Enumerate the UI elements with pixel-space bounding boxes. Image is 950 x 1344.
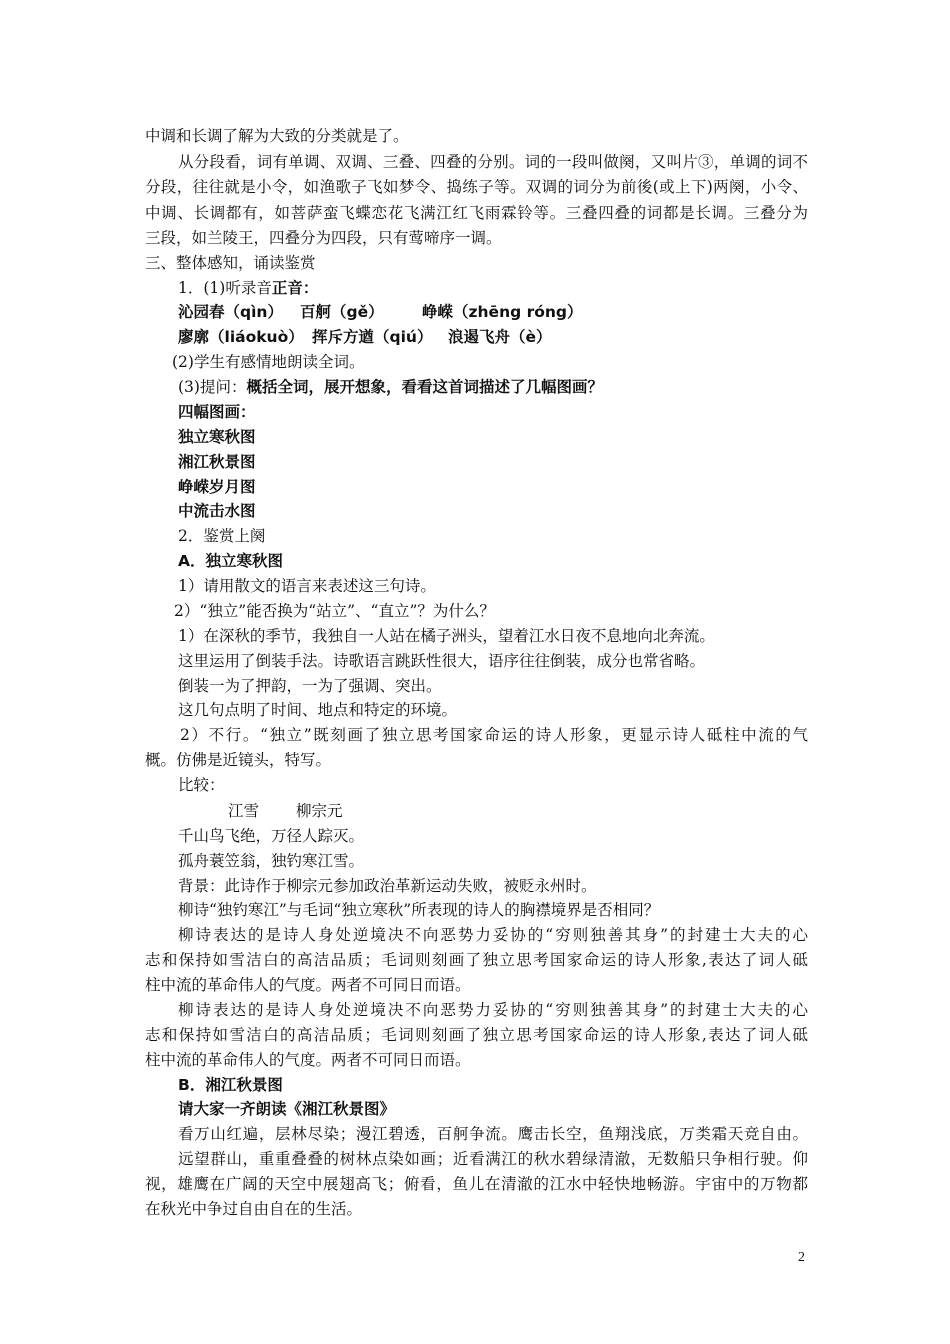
text-line: 远望群山，重重叠叠的树林点染如画；近看满江的秋水碧绿清澈，无数船只争相行驶。仰 xyxy=(178,1150,808,1168)
text-line: 2）“独立”能否换为“站立”、“直立”？为什么？ xyxy=(174,602,495,620)
text-line: 志和保持如雪洁白的高洁品质；毛词则刻画了独立思考国家命运的诗人形象,表达了词人砥 xyxy=(145,951,808,969)
text-line xyxy=(178,278,318,298)
subsection-heading: A．独立寒秋图 xyxy=(178,552,283,570)
text-line: 比较： xyxy=(178,776,225,794)
page-number: 2 xyxy=(798,1250,805,1265)
text-line: 四幅图画： xyxy=(178,403,256,421)
section-heading: 三、整体感知，诵读鉴赏 xyxy=(145,254,316,272)
text-line xyxy=(178,377,603,397)
text-line: 中调和长调了解为大致的分类就是了。 xyxy=(145,127,409,145)
poem-line: 孤舟蓑笠翁，独钓寒江雪。 xyxy=(178,852,365,870)
text-line: 分段，往往就是小令，如渔歌子飞如梦令、捣练子等。双调的词分为前後(或上下)两阕，小令、 xyxy=(145,178,808,196)
text-line: 2）不行。“独立”既刻画了独立思考国家命运的诗人形象，更显示诗人砥柱中流的气 xyxy=(180,726,808,744)
text-line: (2)学生有感情地朗读全词。 xyxy=(172,353,365,371)
text-line: 倒装一为了押韵，一为了强调、突出。 xyxy=(178,677,442,695)
pinyin-item: 百舸（gě） xyxy=(300,303,384,321)
text-line: 2．鉴赏上阕 xyxy=(178,527,266,545)
text-span: 1．(1)听录音 xyxy=(178,279,272,297)
text-line: 这几句点明了时间、地点和特定的环境。 xyxy=(178,701,458,719)
pinyin-item: 挥斥方遒（qiú） xyxy=(312,328,433,346)
picture-title: 中流击水图 xyxy=(178,502,256,520)
pinyin-item: 沁园春（qìn） xyxy=(178,303,283,321)
picture-title: 独立寒秋图 xyxy=(178,428,256,446)
text-line: 中调、长调都有，如菩萨蛮飞蝶恋花飞满江红飞雨霖铃等。三叠四叠的词都是长调。三叠分为 xyxy=(145,204,808,222)
text-line: 从分段看，词有单调、双调、三叠、四叠的分别。词的一段叫做阕，又叫片③，单调的词不 xyxy=(178,153,808,171)
picture-title: 峥嵘岁月图 xyxy=(178,478,256,496)
text-line: 三段，如兰陵王，四叠分为四段，只有莺啼序一调。 xyxy=(145,229,502,247)
text-line: 柱中流的革命伟人的气度。两者不可同日而语。 xyxy=(145,976,471,994)
text-line: 在秋光中争过自由自在的生活。 xyxy=(145,1200,363,1218)
picture-title: 湘江秋景图 xyxy=(178,453,256,471)
pinyin-item: 廖廓（liáokuò） xyxy=(178,328,304,346)
bold-span: 概括全词，展开想象，看看这首词描述了几幅图画？ xyxy=(246,378,603,396)
poem-title: 江雪 xyxy=(228,802,260,820)
pinyin-item: 浪遏飞舟（è） xyxy=(448,328,552,346)
poem-author: 柳宗元 xyxy=(296,802,343,820)
text-span: (3)提问： xyxy=(178,378,247,396)
text-line: 柳诗“独钓寒江”与毛词“独立寒秋”所表现的诗人的胸襟境界是否相同？ xyxy=(178,901,660,919)
subsection-heading: B．湘江秋景图 xyxy=(178,1076,283,1094)
text-line: 柱中流的革命伟人的气度。两者不可同日而语。 xyxy=(145,1051,471,1069)
text-line: 柳诗表达的是诗人身处逆境决不向恶势力妥协的“穷则独善其身”的封建士大夫的心 xyxy=(178,926,808,944)
text-line: 背景：此诗作于柳宗元参加政治革新运动失败，被贬永州时。 xyxy=(178,877,597,895)
text-line: 视，雄鹰在广阔的天空中展翅高飞；俯看，鱼儿在清澈的江水中轻快地畅游。宇宙中的万物都 xyxy=(145,1175,808,1193)
text-line: 请大家一齐朗读《湘江秋景图》 xyxy=(178,1100,396,1118)
text-line: 1）请用散文的语言来表述这三句诗。 xyxy=(178,577,436,595)
pinyin-item: 峥嵘（zhēng róng） xyxy=(422,303,583,321)
text-line: 1）在深秋的季节，我独自一人站在橘子洲头，望着江水日夜不息地向北奔流。 xyxy=(178,627,715,645)
text-line: 概。仿佛是近镜头，特写。 xyxy=(145,751,332,769)
text-line: 这里运用了倒装手法。诗歌语言跳跃性很大，语序往往倒装，成分也常省略。 xyxy=(178,652,706,670)
text-line: 看万山红遍，层林尽染；漫江碧透，百舸争流。鹰击长空，鱼翔浅底，万类霜天竞自由。 xyxy=(178,1125,808,1143)
text-line: 志和保持如雪洁白的高洁品质；毛词则刻画了独立思考国家命运的诗人形象,表达了词人砥 xyxy=(145,1026,808,1044)
text-line: 柳诗表达的是诗人身处逆境决不向恶势力妥协的“穷则独善其身”的封建士大夫的心 xyxy=(178,1001,808,1019)
poem-line: 千山鸟飞绝，万径人踪灭。 xyxy=(178,827,365,845)
bold-span: 正音： xyxy=(271,279,319,297)
